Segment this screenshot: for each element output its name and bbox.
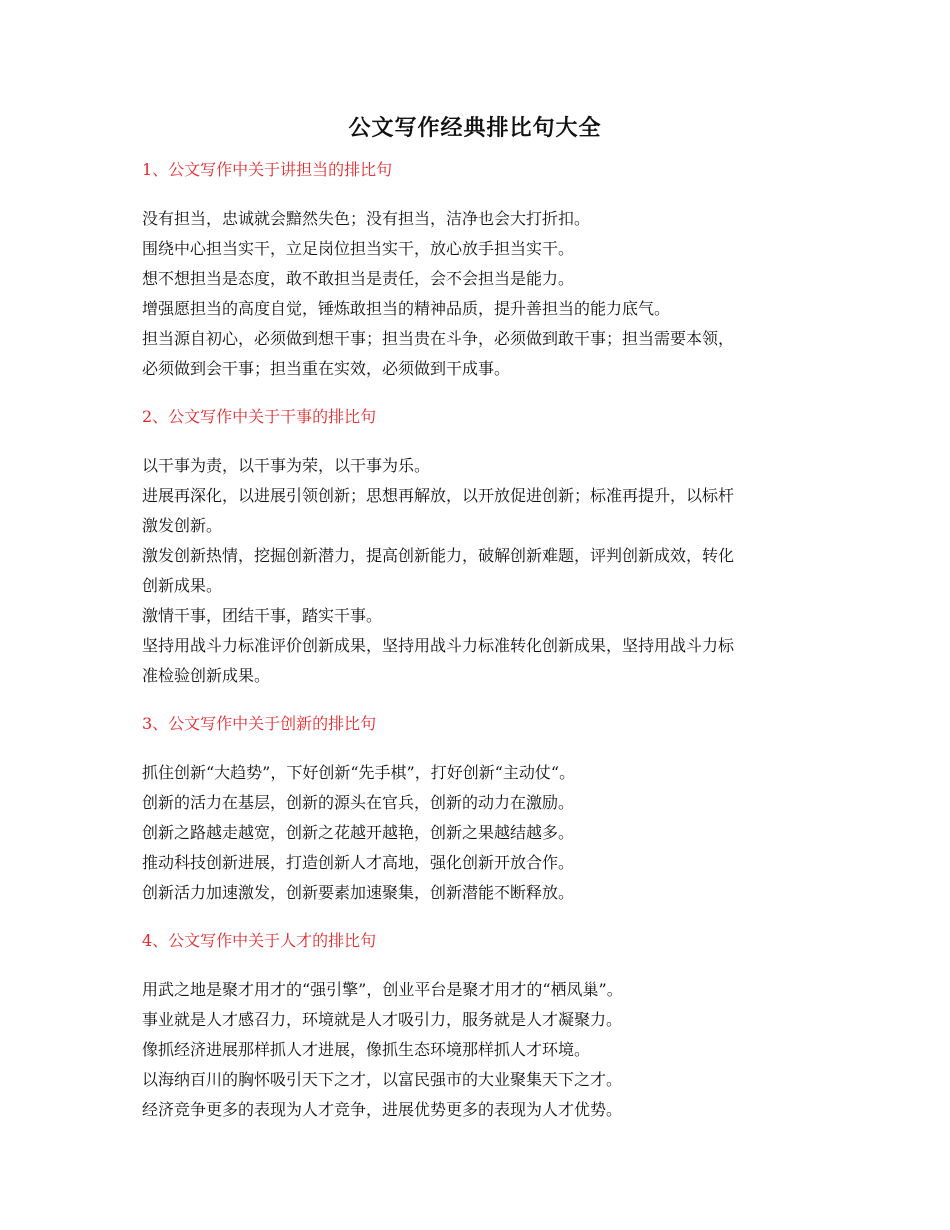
body-text-line: 创新成果。 [142, 576, 223, 595]
body-text-line: 创新之路越走越宽，创新之花越开越艳，创新之果越结越多。 [142, 823, 575, 842]
heading-spacer [142, 954, 808, 975]
section-spacer [142, 691, 808, 711]
body-text-line: 激情干事，团结干事，踏实干事。 [142, 606, 383, 625]
body-text-line: 经济竞争更多的表现为人才竞争，进展优势更多的表现为人才优势。 [142, 1100, 623, 1119]
body-text-line: 准检验创新成果。 [142, 666, 271, 685]
body-text-line: 以海纳百川的胸怀吸引天下之才，以富民强市的大业聚集天下之才。 [142, 1070, 623, 1089]
body-text-line: 创新活力加速激发，创新要素加速聚集，创新潜能不断释放。 [142, 883, 575, 902]
body-text-line: 以干事为责，以干事为荣，以干事为乐。 [142, 456, 431, 475]
section-spacer [142, 384, 808, 404]
document-sections [142, 157, 808, 1125]
body-text-line: 事业就是人才感召力，环境就是人才吸引力，服务就是人才凝聚力。 [142, 1010, 623, 1029]
heading-spacer [142, 183, 808, 204]
section-heading: 3、公文写作中关于创新的排比句 [142, 714, 377, 733]
body-text-line: 必须做到会干事；担当重在实效，必须做到干成事。 [142, 359, 511, 378]
body-text-line: 围绕中心担当实干，立足岗位担当实干，放心放手担当实干。 [142, 239, 575, 258]
document-title: 公文写作经典排比句大全 [348, 115, 602, 141]
section-heading: 1、公文写作中关于讲担当的排比句 [142, 160, 393, 179]
body-text-line: 担当源自初心，必须做到想干事；担当贵在斗争，必须做到敢干事；担当需要本领， [142, 329, 735, 348]
body-text-line: 创新的活力在基层，创新的源头在官兵，创新的动力在激励。 [142, 793, 575, 812]
section-heading: 4、公文写作中关于人才的排比句 [142, 931, 377, 950]
body-text-line: 用武之地是聚才用才的“强引擎”，创业平台是聚才用才的“栖凤巢”。 [142, 980, 623, 999]
body-text-line: 抓住创新“大趋势”，下好创新“先手棋”，打好创新“主动仗“。 [142, 763, 576, 782]
body-text-line: 激发创新热情，挖掘创新潜力，提高创新能力，破解创新难题，评判创新成效，转化 [142, 546, 735, 565]
body-text-line: 进展再深化，以进展引领创新；思想再解放，以开放促进创新；标准再提升，以标杆 [142, 486, 735, 505]
body-text-line: 坚持用战斗力标准评价创新成果，坚持用战斗力标准转化创新成果，坚持用战斗力标 [142, 636, 735, 655]
section-body [142, 451, 808, 691]
body-text-line: 推动科技创新进展，打造创新人才高地，强化创新开放合作。 [142, 853, 575, 872]
section-body [142, 975, 808, 1125]
body-text-line: 没有担当，忠诚就会黯然失色；没有担当，洁净也会大打折扣。 [142, 209, 591, 228]
section-body [142, 204, 808, 384]
section-body [142, 758, 808, 908]
body-text-line: 想不想担当是态度，敢不敢担当是责任，会不会担当是能力。 [142, 269, 575, 288]
heading-spacer [142, 430, 808, 451]
section-spacer [142, 908, 808, 928]
body-text-line: 激发创新。 [142, 516, 223, 535]
body-text-line: 增强愿担当的高度自觉，锤炼敢担当的精神品质，提升善担当的能力底气。 [142, 299, 671, 318]
heading-spacer [142, 737, 808, 758]
body-text-line: 像抓经济进展那样抓人才进展，像抓生态环境那样抓人才环境。 [142, 1040, 591, 1059]
section-heading: 2、公文写作中关于干事的排比句 [142, 407, 377, 426]
